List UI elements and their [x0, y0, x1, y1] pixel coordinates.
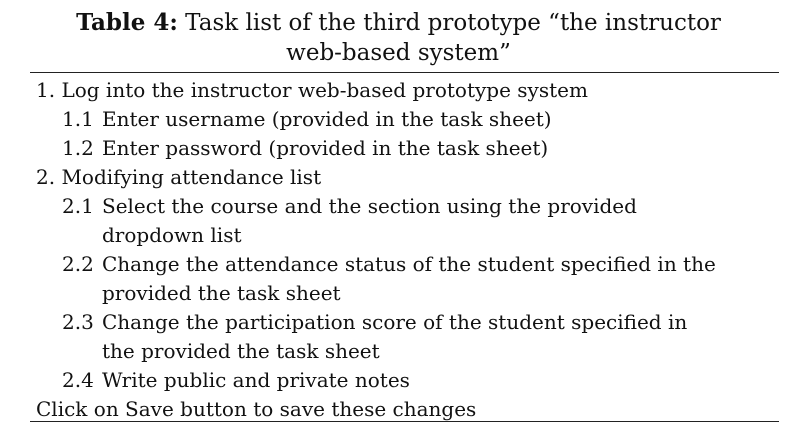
task-item-2-3 — [0, 308, 797, 366]
task-number: 2.2 — [62, 252, 94, 276]
task-number: 1.1 — [62, 107, 94, 131]
task-number: 2.1 — [62, 194, 94, 218]
task-item-2 — [0, 163, 797, 192]
task-text-continued: the provided the task sheet — [102, 339, 380, 363]
task-item-1 — [0, 76, 797, 105]
task-text: Change the participation score of the student specified in — [102, 310, 688, 334]
task-text: Select the course and the section using the provided — [102, 194, 637, 218]
caption-title-line1: Task list of the third prototype “the instructor — [177, 10, 721, 36]
task-text: Change the attendance status of the student specified in the — [102, 252, 716, 276]
task-list — [0, 76, 797, 424]
task-text: Write public and private notes — [102, 368, 410, 392]
task-text-continued: dropdown list — [102, 223, 242, 247]
caption-title-line2: web-based system” — [286, 40, 511, 66]
table-caption — [0, 8, 797, 68]
task-number: 1.2 — [62, 136, 94, 160]
table-top-rule — [30, 72, 779, 73]
table-bottom-rule — [30, 421, 779, 422]
task-number: 2.3 — [62, 310, 94, 334]
task-text: 1. Log into the instructor web-based prototype system — [36, 78, 588, 102]
task-text: Enter password (provided in the task sheet) — [102, 136, 549, 160]
task-text-continued: provided the task sheet — [102, 281, 341, 305]
task-item-1-2 — [0, 134, 797, 163]
task-item-2-1 — [0, 192, 797, 250]
task-item-1-1 — [0, 105, 797, 134]
task-item-2-2 — [0, 250, 797, 308]
task-number: 2.4 — [62, 368, 94, 392]
task-text: 2. Modifying attendance list — [36, 165, 322, 189]
task-item-final — [0, 395, 797, 424]
task-text: Click on Save button to save these changes — [36, 397, 477, 421]
task-text: Enter username (provided in the task sheet) — [102, 107, 552, 131]
caption-label: Table 4: — [76, 9, 178, 36]
task-item-2-4 — [0, 366, 797, 395]
